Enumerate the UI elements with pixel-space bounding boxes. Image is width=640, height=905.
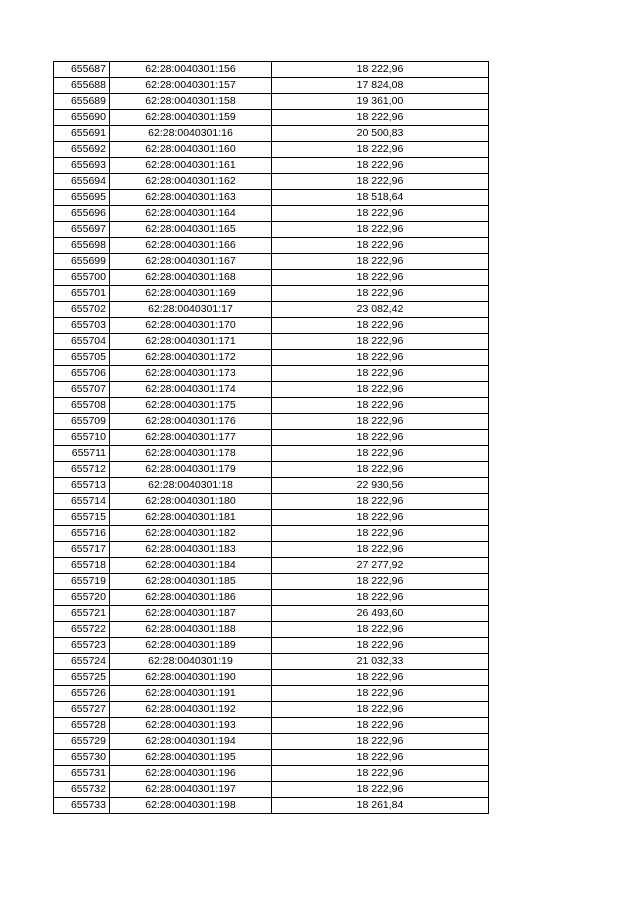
cadastral-number-cell: 62:28:0040301:16 xyxy=(110,126,272,142)
row-number-cell: 655691 xyxy=(54,126,110,142)
row-number-cell: 655688 xyxy=(54,78,110,94)
value-cell: 18 222,96 xyxy=(272,702,489,718)
cadastral-number-cell: 62:28:0040301:157 xyxy=(110,78,272,94)
value-cell: 18 222,96 xyxy=(272,462,489,478)
value-cell: 18 222,96 xyxy=(272,542,489,558)
cadastral-number-cell: 62:28:0040301:183 xyxy=(110,542,272,558)
table-row xyxy=(54,286,489,302)
value-cell: 18 222,96 xyxy=(272,110,489,126)
table-row xyxy=(54,414,489,430)
cadastral-number-cell: 62:28:0040301:194 xyxy=(110,734,272,750)
data-table xyxy=(53,61,489,814)
cadastral-number-cell: 62:28:0040301:18 xyxy=(110,478,272,494)
cadastral-number-cell: 62:28:0040301:179 xyxy=(110,462,272,478)
row-number-cell: 655687 xyxy=(54,62,110,78)
cadastral-number-cell: 62:28:0040301:169 xyxy=(110,286,272,302)
table-row xyxy=(54,94,489,110)
cadastral-number-cell: 62:28:0040301:188 xyxy=(110,622,272,638)
table-body xyxy=(54,62,489,814)
table-row xyxy=(54,174,489,190)
table-row xyxy=(54,702,489,718)
value-cell: 18 222,96 xyxy=(272,718,489,734)
table-row xyxy=(54,270,489,286)
row-number-cell: 655723 xyxy=(54,638,110,654)
row-number-cell: 655699 xyxy=(54,254,110,270)
row-number-cell: 655697 xyxy=(54,222,110,238)
cadastral-number-cell: 62:28:0040301:176 xyxy=(110,414,272,430)
cadastral-number-cell: 62:28:0040301:171 xyxy=(110,334,272,350)
table-row xyxy=(54,686,489,702)
value-cell: 20 500,83 xyxy=(272,126,489,142)
row-number-cell: 655695 xyxy=(54,190,110,206)
table-row xyxy=(54,158,489,174)
row-number-cell: 655702 xyxy=(54,302,110,318)
value-cell: 18 222,96 xyxy=(272,350,489,366)
cadastral-number-cell: 62:28:0040301:156 xyxy=(110,62,272,78)
cadastral-number-cell: 62:28:0040301:175 xyxy=(110,398,272,414)
value-cell: 26 493,60 xyxy=(272,606,489,622)
cadastral-number-cell: 62:28:0040301:185 xyxy=(110,574,272,590)
cadastral-number-cell: 62:28:0040301:181 xyxy=(110,510,272,526)
cadastral-number-cell: 62:28:0040301:193 xyxy=(110,718,272,734)
row-number-cell: 655693 xyxy=(54,158,110,174)
row-number-cell: 655714 xyxy=(54,494,110,510)
table-row xyxy=(54,494,489,510)
value-cell: 18 222,96 xyxy=(272,686,489,702)
table-row xyxy=(54,558,489,574)
value-cell: 18 222,96 xyxy=(272,206,489,222)
row-number-cell: 655711 xyxy=(54,446,110,462)
row-number-cell: 655728 xyxy=(54,718,110,734)
cadastral-number-cell: 62:28:0040301:162 xyxy=(110,174,272,190)
cadastral-number-cell: 62:28:0040301:164 xyxy=(110,206,272,222)
cadastral-number-cell: 62:28:0040301:178 xyxy=(110,446,272,462)
row-number-cell: 655733 xyxy=(54,798,110,814)
cadastral-number-cell: 62:28:0040301:163 xyxy=(110,190,272,206)
table-row xyxy=(54,78,489,94)
cadastral-number-cell: 62:28:0040301:182 xyxy=(110,526,272,542)
row-number-cell: 655694 xyxy=(54,174,110,190)
table-row xyxy=(54,750,489,766)
table-row xyxy=(54,526,489,542)
cadastral-number-cell: 62:28:0040301:180 xyxy=(110,494,272,510)
cadastral-number-cell: 62:28:0040301:161 xyxy=(110,158,272,174)
value-cell: 18 222,96 xyxy=(272,446,489,462)
row-number-cell: 655719 xyxy=(54,574,110,590)
cadastral-number-cell: 62:28:0040301:190 xyxy=(110,670,272,686)
row-number-cell: 655704 xyxy=(54,334,110,350)
value-cell: 18 222,96 xyxy=(272,430,489,446)
table-row xyxy=(54,254,489,270)
value-cell: 18 222,96 xyxy=(272,142,489,158)
value-cell: 18 222,96 xyxy=(272,286,489,302)
value-cell: 18 222,96 xyxy=(272,638,489,654)
cadastral-number-cell: 62:28:0040301:197 xyxy=(110,782,272,798)
value-cell: 18 222,96 xyxy=(272,782,489,798)
value-cell: 18 222,96 xyxy=(272,62,489,78)
row-number-cell: 655721 xyxy=(54,606,110,622)
table-row xyxy=(54,126,489,142)
table-row xyxy=(54,318,489,334)
row-number-cell: 655703 xyxy=(54,318,110,334)
value-cell: 18 222,96 xyxy=(272,254,489,270)
row-number-cell: 655712 xyxy=(54,462,110,478)
row-number-cell: 655708 xyxy=(54,398,110,414)
cadastral-number-cell: 62:28:0040301:173 xyxy=(110,366,272,382)
table-row xyxy=(54,430,489,446)
value-cell: 18 261,84 xyxy=(272,798,489,814)
table-row xyxy=(54,334,489,350)
value-cell: 27 277,92 xyxy=(272,558,489,574)
row-number-cell: 655718 xyxy=(54,558,110,574)
row-number-cell: 655731 xyxy=(54,766,110,782)
row-number-cell: 655689 xyxy=(54,94,110,110)
table-row xyxy=(54,62,489,78)
table-row xyxy=(54,238,489,254)
value-cell: 18 222,96 xyxy=(272,270,489,286)
row-number-cell: 655690 xyxy=(54,110,110,126)
row-number-cell: 655724 xyxy=(54,654,110,670)
value-cell: 18 222,96 xyxy=(272,494,489,510)
value-cell: 18 222,96 xyxy=(272,510,489,526)
cadastral-number-cell: 62:28:0040301:19 xyxy=(110,654,272,670)
row-number-cell: 655725 xyxy=(54,670,110,686)
row-number-cell: 655716 xyxy=(54,526,110,542)
table-row xyxy=(54,654,489,670)
value-cell: 19 361,00 xyxy=(272,94,489,110)
table-row xyxy=(54,798,489,814)
value-cell: 18 222,96 xyxy=(272,574,489,590)
value-cell: 18 222,96 xyxy=(272,734,489,750)
value-cell: 18 222,96 xyxy=(272,334,489,350)
row-number-cell: 655710 xyxy=(54,430,110,446)
table-row xyxy=(54,782,489,798)
row-number-cell: 655701 xyxy=(54,286,110,302)
value-cell: 18 222,96 xyxy=(272,766,489,782)
table-row xyxy=(54,590,489,606)
table-row xyxy=(54,398,489,414)
value-cell: 18 222,96 xyxy=(272,174,489,190)
table-row xyxy=(54,542,489,558)
table-row xyxy=(54,766,489,782)
row-number-cell: 655720 xyxy=(54,590,110,606)
table-row xyxy=(54,734,489,750)
cadastral-number-cell: 62:28:0040301:160 xyxy=(110,142,272,158)
cadastral-number-cell: 62:28:0040301:189 xyxy=(110,638,272,654)
table-row xyxy=(54,622,489,638)
cadastral-number-cell: 62:28:0040301:159 xyxy=(110,110,272,126)
value-cell: 18 518,64 xyxy=(272,190,489,206)
table-row xyxy=(54,462,489,478)
value-cell: 21 032,33 xyxy=(272,654,489,670)
value-cell: 18 222,96 xyxy=(272,366,489,382)
table-row xyxy=(54,382,489,398)
table-row xyxy=(54,670,489,686)
row-number-cell: 655722 xyxy=(54,622,110,638)
cadastral-number-cell: 62:28:0040301:167 xyxy=(110,254,272,270)
table-row xyxy=(54,206,489,222)
value-cell: 18 222,96 xyxy=(272,318,489,334)
value-cell: 18 222,96 xyxy=(272,222,489,238)
value-cell: 18 222,96 xyxy=(272,158,489,174)
value-cell: 22 930,56 xyxy=(272,478,489,494)
cadastral-number-cell: 62:28:0040301:186 xyxy=(110,590,272,606)
table-row xyxy=(54,110,489,126)
value-cell: 18 222,96 xyxy=(272,382,489,398)
row-number-cell: 655713 xyxy=(54,478,110,494)
table-row xyxy=(54,302,489,318)
table-row xyxy=(54,446,489,462)
table-row xyxy=(54,222,489,238)
row-number-cell: 655709 xyxy=(54,414,110,430)
cadastral-number-cell: 62:28:0040301:165 xyxy=(110,222,272,238)
cadastral-number-cell: 62:28:0040301:158 xyxy=(110,94,272,110)
table-row xyxy=(54,350,489,366)
table-row xyxy=(54,366,489,382)
row-number-cell: 655730 xyxy=(54,750,110,766)
table-row xyxy=(54,606,489,622)
cadastral-number-cell: 62:28:0040301:184 xyxy=(110,558,272,574)
table-row xyxy=(54,478,489,494)
row-number-cell: 655706 xyxy=(54,366,110,382)
cadastral-number-cell: 62:28:0040301:168 xyxy=(110,270,272,286)
cadastral-number-cell: 62:28:0040301:174 xyxy=(110,382,272,398)
value-cell: 18 222,96 xyxy=(272,622,489,638)
value-cell: 18 222,96 xyxy=(272,590,489,606)
cadastral-number-cell: 62:28:0040301:195 xyxy=(110,750,272,766)
row-number-cell: 655705 xyxy=(54,350,110,366)
cadastral-number-cell: 62:28:0040301:198 xyxy=(110,798,272,814)
table-row xyxy=(54,142,489,158)
table-row xyxy=(54,190,489,206)
row-number-cell: 655726 xyxy=(54,686,110,702)
cadastral-number-cell: 62:28:0040301:170 xyxy=(110,318,272,334)
cadastral-number-cell: 62:28:0040301:166 xyxy=(110,238,272,254)
value-cell: 23 082,42 xyxy=(272,302,489,318)
cadastral-number-cell: 62:28:0040301:192 xyxy=(110,702,272,718)
row-number-cell: 655717 xyxy=(54,542,110,558)
row-number-cell: 655692 xyxy=(54,142,110,158)
row-number-cell: 655729 xyxy=(54,734,110,750)
table-row xyxy=(54,574,489,590)
value-cell: 18 222,96 xyxy=(272,238,489,254)
value-cell: 18 222,96 xyxy=(272,526,489,542)
value-cell: 18 222,96 xyxy=(272,670,489,686)
cadastral-number-cell: 62:28:0040301:187 xyxy=(110,606,272,622)
row-number-cell: 655727 xyxy=(54,702,110,718)
cadastral-number-cell: 62:28:0040301:191 xyxy=(110,686,272,702)
row-number-cell: 655700 xyxy=(54,270,110,286)
value-cell: 18 222,96 xyxy=(272,750,489,766)
row-number-cell: 655732 xyxy=(54,782,110,798)
row-number-cell: 655698 xyxy=(54,238,110,254)
cadastral-number-cell: 62:28:0040301:17 xyxy=(110,302,272,318)
table-row xyxy=(54,718,489,734)
value-cell: 18 222,96 xyxy=(272,398,489,414)
value-cell: 18 222,96 xyxy=(272,414,489,430)
cadastral-number-cell: 62:28:0040301:196 xyxy=(110,766,272,782)
row-number-cell: 655696 xyxy=(54,206,110,222)
table-row xyxy=(54,638,489,654)
row-number-cell: 655707 xyxy=(54,382,110,398)
table-row xyxy=(54,510,489,526)
cadastral-number-cell: 62:28:0040301:177 xyxy=(110,430,272,446)
value-cell: 17 824,08 xyxy=(272,78,489,94)
cadastral-number-cell: 62:28:0040301:172 xyxy=(110,350,272,366)
row-number-cell: 655715 xyxy=(54,510,110,526)
